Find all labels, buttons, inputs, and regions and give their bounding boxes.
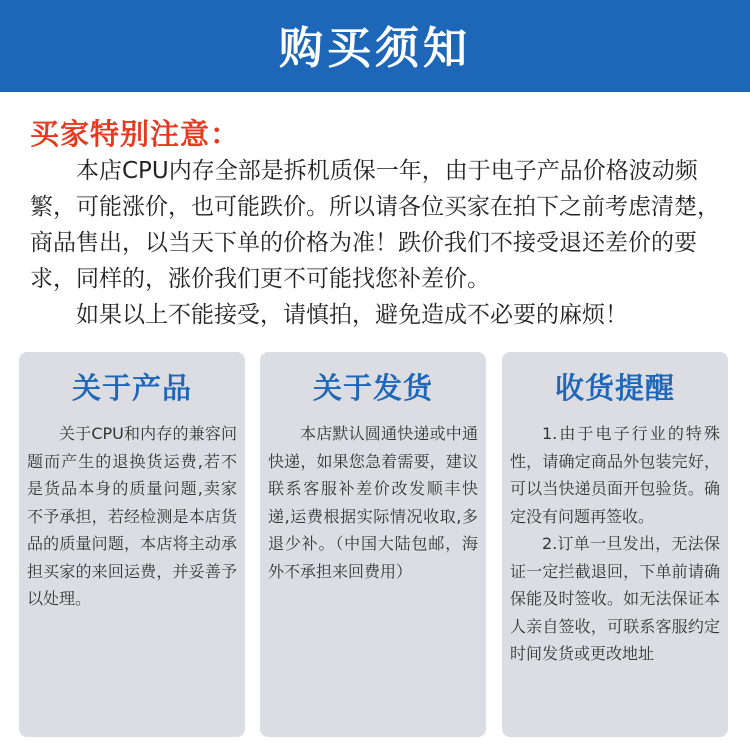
card-title: 关于发货 bbox=[312, 371, 433, 405]
card-title: 收货提醒 bbox=[554, 371, 675, 405]
notice-paragraph: 如果以上不能接受，请慎拍，避免造成不必要的麻烦！ bbox=[76, 302, 628, 328]
card-paragraph: 关于CPU和内存的兼容问题而产生的退换货运费,若不是货品本身的质量问题,卖家不予承担，若经检测是本店货品的质量问题，本店将主动承担买家的来回运费，并妥善予以处理。 bbox=[27, 424, 237, 608]
page-title: 购买须知 bbox=[279, 23, 471, 74]
card-about-shipping bbox=[260, 352, 486, 737]
card-body bbox=[27, 420, 237, 613]
card-about-product bbox=[19, 352, 245, 737]
card-paragraph: 本店默认圆通快递或中通快递，如果您急着需要，建议联系客服补差价改发顺丰快递,运费根据实际情况收取,多退少补。（中国大陆包邮，海外不承担来回费用） bbox=[268, 424, 478, 581]
card-body bbox=[510, 420, 720, 668]
buyer-notice-body bbox=[30, 153, 730, 333]
card-title: 关于产品 bbox=[71, 371, 192, 405]
notice-paragraph: 本店CPU内存全部是拆机质保一年，由于电子产品价格波动频繁，可能涨价，也可能跌价。所以请各位买家在拍下之前考虑清楚，商品售出，以当天下单的价格为准！跌价我们不接受退还差价的要求，同样的，涨价我们更不可能找您补差价。 bbox=[30, 158, 720, 292]
title-banner bbox=[0, 0, 750, 92]
card-paragraph: 2.订单一旦发出，无法保证一定拦截退回，下单前请确保能及时签收。如无法保证本人亲自签收，可联系客服约定时间发货或更改地址 bbox=[510, 534, 720, 663]
card-body bbox=[268, 420, 478, 585]
card-paragraph: 1.由于电子行业的特殊性，请确定商品外包装完好，可以当快递员面开包验货。确定没有问题再签收。 bbox=[510, 424, 720, 526]
card-receipt-reminder bbox=[502, 352, 728, 737]
buyer-notice-heading: 买家特别注意： bbox=[30, 117, 241, 151]
